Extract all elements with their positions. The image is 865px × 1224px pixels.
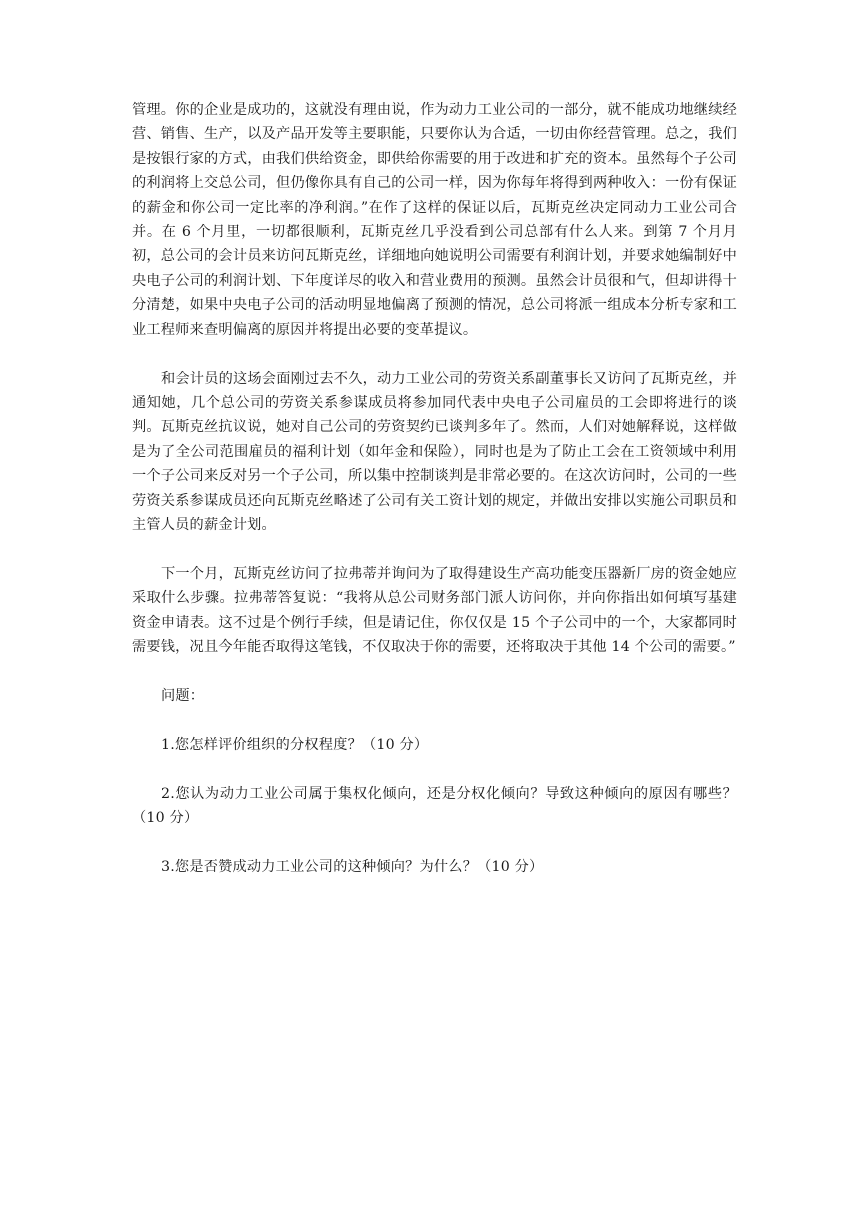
paragraph-gap: [132, 537, 737, 562]
body-paragraph-2: 和会计员的这场会面刚过去不久，动力工业公司的劳资关系副董事长又访问了瓦斯克丝，并通知她，几个总公司的劳资关系参谋成员将参加同代表中央电子公司雇员的工会即将进行的谈判。瓦斯克丝抗议说，她对自己公司的劳资契约已谈判多年了。然而，人们对她解释说，这样做是为了全公司范围雇员的福利计划（如年金和保险），同时也是为了防止工会在工资领域中利用一个子公司来反对另一个子公司，所以集中控制谈判是非常必要的。在这次访问时，公司的一些劳资关系参谋成员还向瓦斯克丝略述了公司有关工资计划的规定，并做出安排以实施公司职员和主管人员的薪金计划。: [132, 370, 737, 533]
paragraph-gap: [132, 342, 737, 367]
paragraph-gap: [132, 757, 737, 782]
questions-heading: 问题：: [161, 688, 205, 705]
paragraph-gap: [132, 708, 737, 733]
paragraph-gap: [132, 660, 737, 685]
paragraph-gap: [132, 831, 737, 856]
body-paragraph-3: 下一个月，瓦斯克丝访问了拉弗蒂并询问为了取得建设生产高功能变压器新厂房的资金她应采取什么步骤。拉弗蒂答复说：“我将从总公司财务部门派人访问你，并向你指出如何填写基建资金申请表。这不过是个例行手续，但是请记住，你仅仅是 15 个子公司中的一个，大家都同时需要钱，况且今年能否取得这笔钱，不仅取决于你的需要，还将取决于其他 14 个公司的需要。”: [132, 565, 737, 656]
body-paragraph-1: 管理。你的企业是成功的，这就没有理由说，作为动力工业公司的一部分，就不能成功地继续经营、销售、生产，以及产品开发等主要职能，只要你认为合适，一切由你经营管理。总之，我们是按银行家的方式，由我们供给资金，即供给你需要的用于改进和扩充的资本。虽然每个子公司的利润将上交总公司，但仍像你具有自己的公司一样，因为你每年将得到两种收入：一份有保证的薪金和你公司一定比率的净利润。”在作了这样的保证以后，瓦斯克丝决定同动力工业公司合并。在 6 个月里，一切都很顺利，瓦斯克丝几乎没看到公司总部有什么人来。到第 7 个月月初，总公司的会计员来访问瓦斯克丝，详细地向她说明公司需要有利润计划，并要求她编制好中央电子公司的利润计划、下年度详尽的收入和营业费用的预测。虽然会计员很和气，但却讲得十分清楚，如果中央电子公司的活动明显地偏离了预测的情况，总公司将派一组成本分析专家和工业工程师来查明偏离的原因并将提出必要的变革提议。: [132, 102, 737, 338]
question-2: 2.您认为动力工业公司属于集权化倾向，还是分权化倾向？导致这种倾向的原因有哪些？（10 分）: [132, 785, 737, 827]
document-page: [132, 98, 737, 880]
question-1: 1.您怎样评价组织的分权程度？（10 分）: [161, 736, 429, 753]
question-3: 3.您是否赞成动力工业公司的这种倾向？为什么？（10 分）: [161, 859, 544, 876]
